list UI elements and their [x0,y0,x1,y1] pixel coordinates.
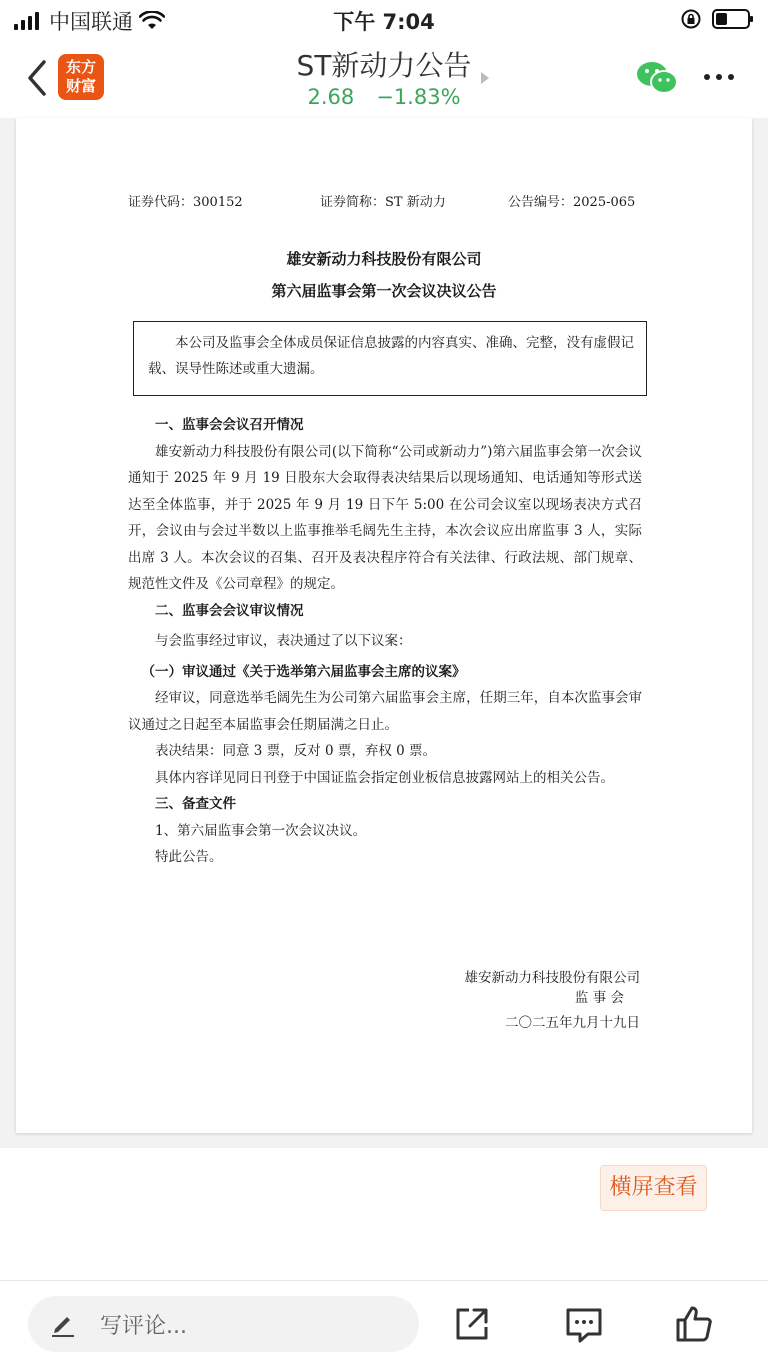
motion-title: （一）审议通过《关于选举第六届监事会主席的议案》 [141,663,466,680]
logo-line2: 财富 [65,77,96,95]
security-abbr: 证券简称：ST 新动力 [320,195,446,210]
section1-body: 雄安新动力科技股份有限公司(以下简称“公司或新动力”)第六届监事会第一次会议通知于 2025 年 9 月 19 日股东大会取得表决结果后以现场通知、电话通知等形式送达至全体监事，并于 2025 年 9 月 19 日下午 5:00 在公司会议室以现场表决方式召开，会议由与会过半数以上监事推举毛阔先生主持，本次会议应出席监事 3 人，实际出席 3 人。本次会议的召集、召开及表决程序符合有关法律、行政法规、部门规章、规范性文件及《公司章程》的规定。 [128,443,642,592]
status-right [680,8,750,30]
landscape-view-button[interactable]: 横屏查看 [600,1165,707,1211]
more-icon[interactable] [704,74,734,80]
motion-body: 经审议，同意选举毛阔先生为公司第六届监事会主席，任期三年，自本次监事会审议通过之日起至本届监事会任期届满之日止。 [128,690,642,733]
divider [0,1280,768,1281]
sign-company: 雄安新动力科技股份有限公司 [464,970,640,986]
section3-title: 三、备查文件 [155,796,236,812]
notice-number: 公告编号：2025-065 [508,195,636,210]
rotation-lock-icon [680,8,702,30]
sign-date: 二〇二五年九月十九日 [505,1015,640,1031]
document-viewer[interactable] [0,118,768,1148]
disclaimer-box: 本公司及监事会全体成员保证信息披露的内容真实、准确、完整，没有虚假记载、误导性陈述或重大遗漏。 [133,321,647,396]
document-title: 第六届监事会第一次会议决议公告 [271,282,497,300]
bottom-panel [0,1148,768,1366]
quote-arrow-icon [481,72,489,84]
share-icon[interactable] [452,1304,492,1344]
page-title: ST新动力公告 [296,49,472,82]
document-page [16,118,752,1133]
company-name: 雄安新动力科技股份有限公司 [286,250,482,268]
closing-text: 特此公告。 [155,849,223,865]
stock-change: −1.83% [376,85,461,109]
security-code: 证券代码：300152 [128,195,243,210]
wechat-icon[interactable] [636,60,678,96]
nav-bar [0,40,768,118]
section2-title: 二、监事会会议审议情况 [155,602,304,619]
document-body [128,412,642,871]
vote-result: 表决结果：同意 3 票，反对 0 票，弃权 0 票。 [155,743,437,759]
detail-note: 具体内容详见同日刊登于中国证监会指定创业板信息披露网站上的相关公告。 [155,769,614,786]
comment-icon[interactable] [564,1304,604,1344]
pencil-icon [50,1310,76,1338]
status-bar [0,0,768,40]
comment-input[interactable] [28,1296,419,1352]
status-time: 下午 7:04 [333,10,435,34]
file-item: 1、第六届监事会第一次会议决议。 [155,822,367,839]
sign-board: 监 事 会 [574,990,624,1006]
stock-price: 2.68 [307,85,355,109]
section1-title: 一、监事会会议召开情况 [155,417,304,433]
logo-line1: 东方 [65,58,96,76]
comment-placeholder: 写评论... [100,1313,187,1339]
section2-intro: 与会监事经过审议，表决通过了以下议案： [155,633,412,649]
thumbs-up-icon[interactable] [674,1304,714,1344]
carrier-name: 中国联通 [49,10,133,34]
battery-icon [712,9,750,29]
